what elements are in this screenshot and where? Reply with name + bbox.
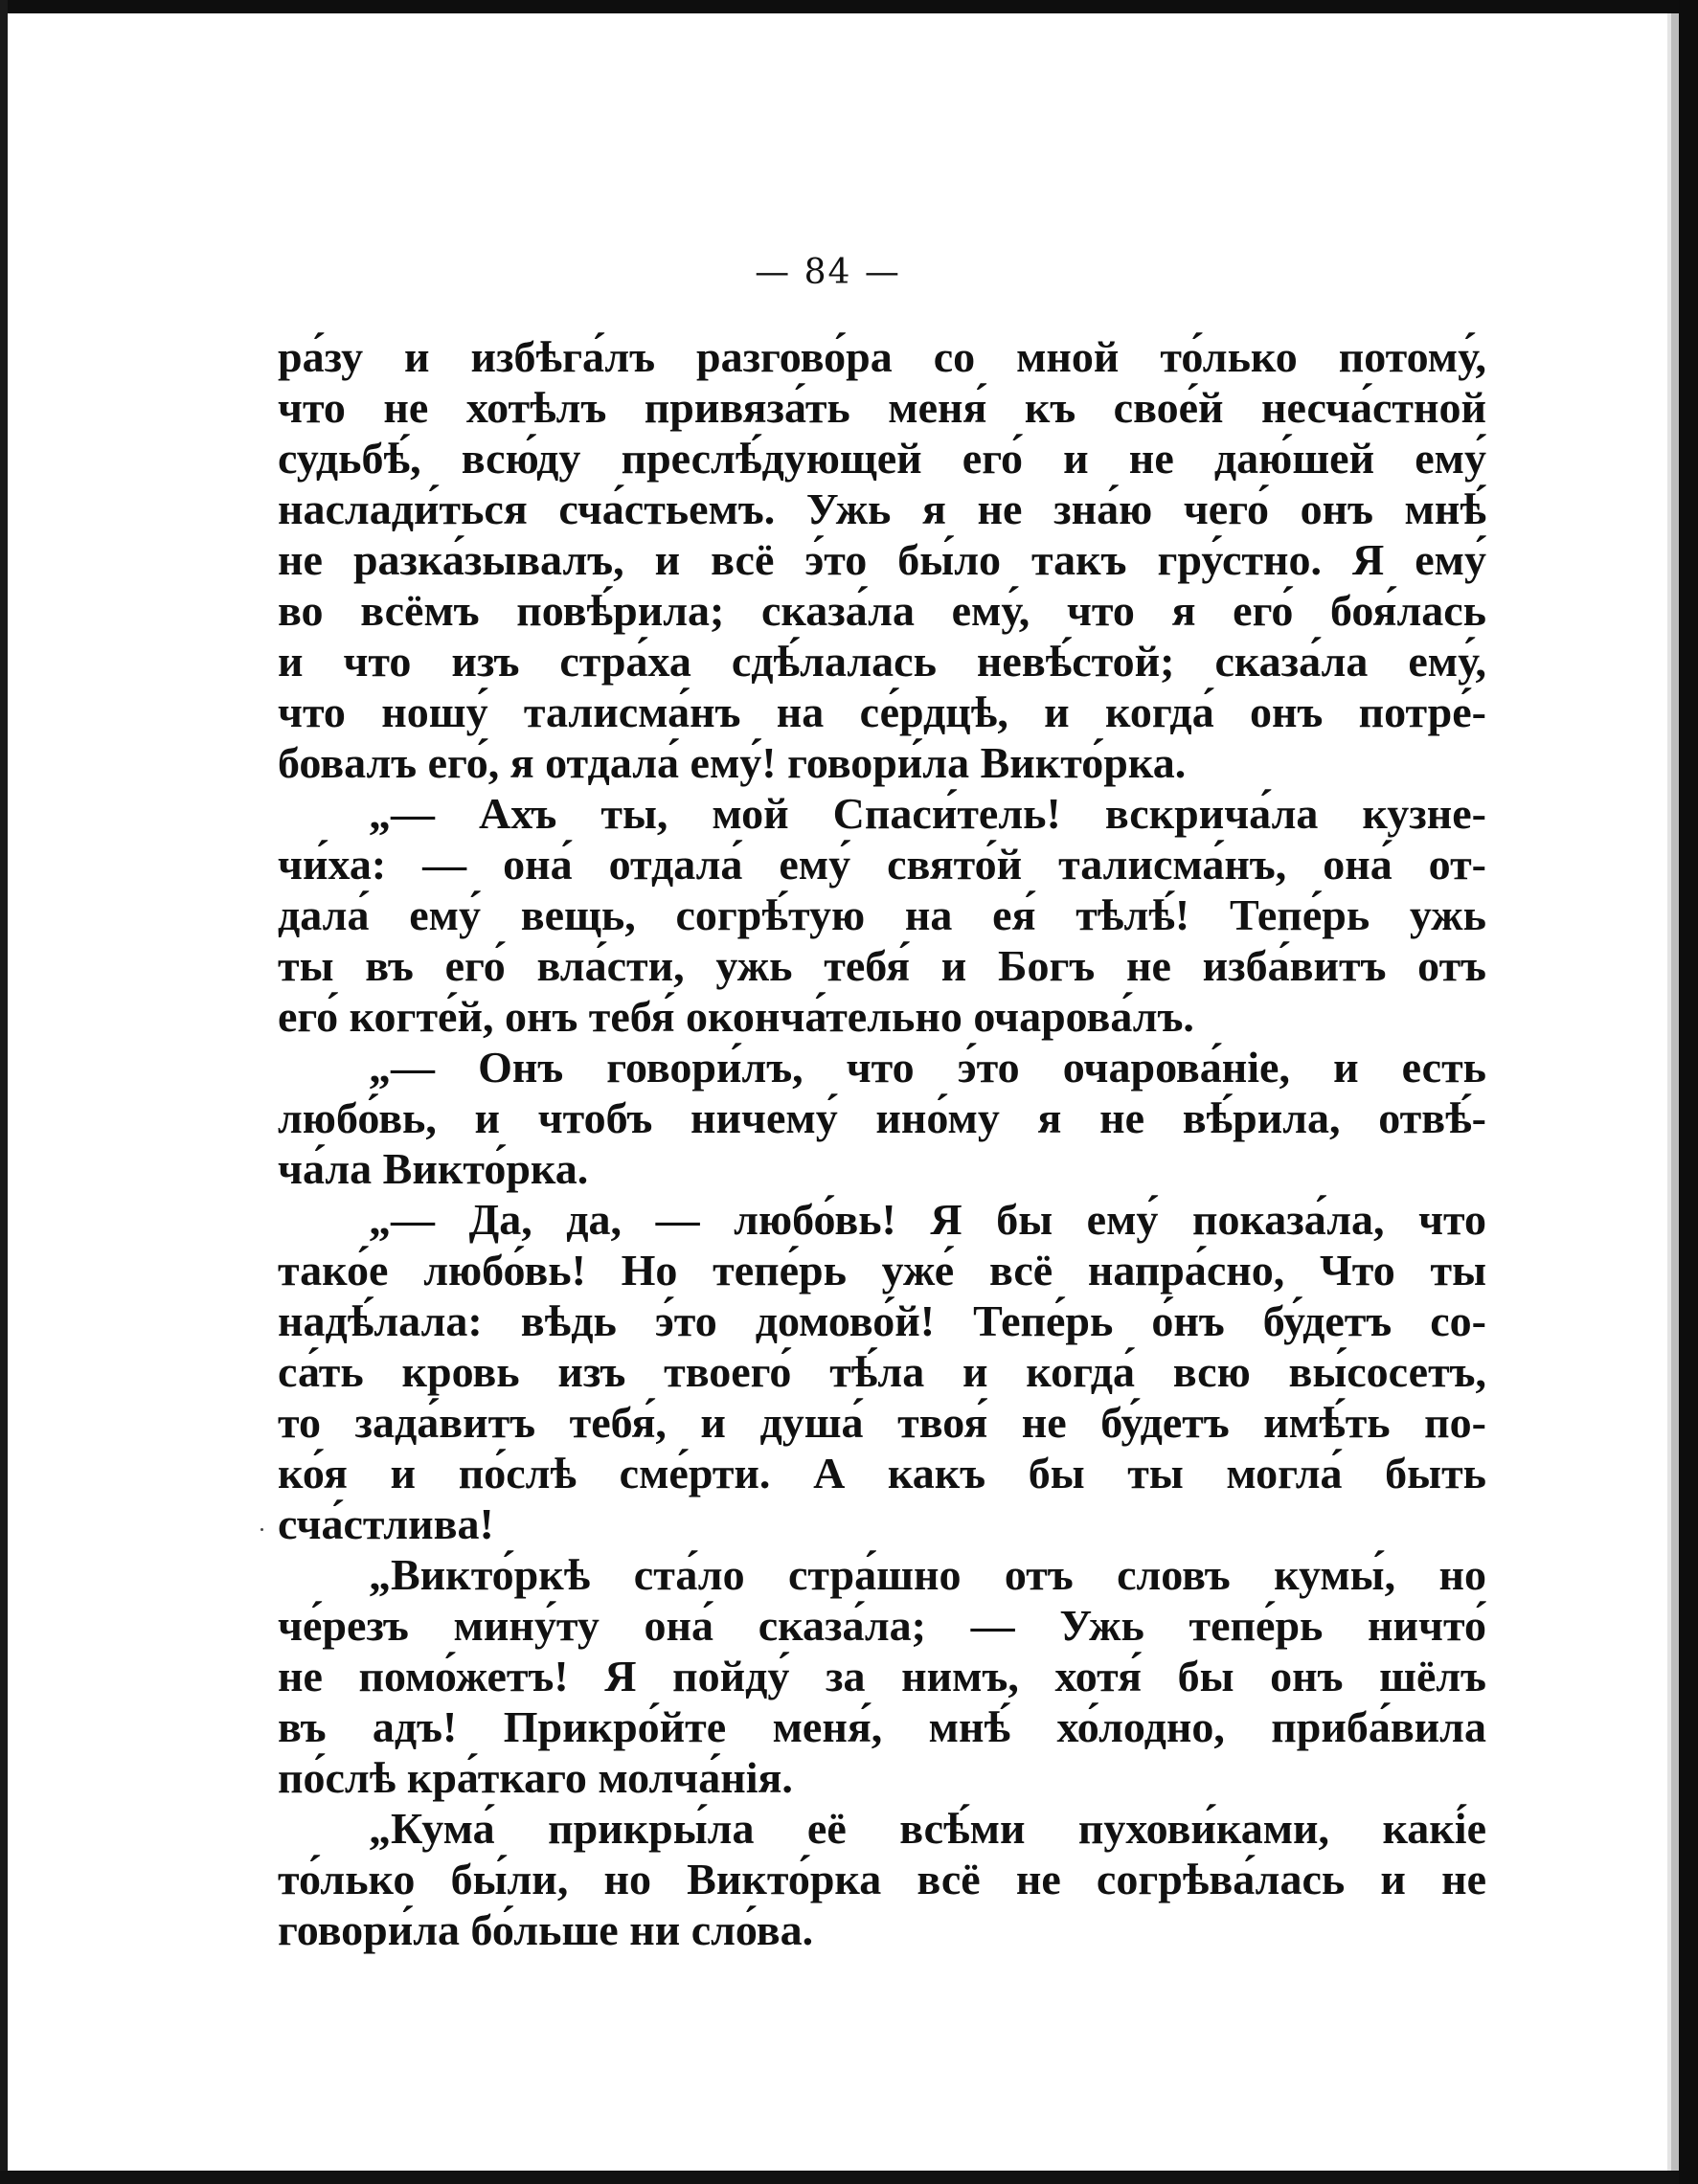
text-line: не разка́зывалъ, и всё э́то бы́ло такъ гру́стно. Я ему́ <box>278 535 1486 584</box>
text-line: „— Онъ говори́лъ, что э́то очарова́ніе, и есть <box>369 1043 1486 1092</box>
text-line: то зада́витъ тебя́, и душа́ твоя́ не бу́детъ имѣ́ть по- <box>278 1398 1486 1447</box>
text-line: ко́я и по́слѣ сме́рти. А какъ бы ты могла́ быть <box>278 1449 1486 1497</box>
scan-edge-gray <box>1671 13 1679 2171</box>
text-line: ты въ его́ вла́сти, ужь тебя́ и Богъ не изба́витъ отъ <box>278 941 1486 990</box>
text-line: въ адъ! Прикро́йте меня́, мнѣ́ хо́лодно, приба́вила <box>278 1702 1486 1751</box>
text-line: тако́е любо́вь! Но тепе́рь уже́ всё напра́сно, Что ты <box>278 1246 1486 1295</box>
text-line: по́слѣ кра́ткаго молча́нія. <box>278 1753 793 1802</box>
text-line: его́ когте́й, онъ тебя́ оконча́тельно очарова́лъ. <box>278 992 1194 1041</box>
book-page <box>8 13 1648 2171</box>
text-line: бовалъ его́, я отдала́ ему́! говори́ла Викто́рка. <box>278 738 1187 787</box>
text-line: любо́вь, и чтобъ ничему́ ино́му я не вѣ́рила, отвѣ́- <box>278 1093 1486 1142</box>
body-text <box>278 331 1486 1955</box>
text-line: „Викто́ркѣ ста́ло стра́шно отъ словъ кумы́, но <box>369 1550 1486 1599</box>
text-line: во всёмъ повѣ́рила; сказа́ла ему́, что я его́ боя́лась <box>278 586 1486 635</box>
text-line: наслади́ться сча́стьемъ. Ужь я не зна́ю чего́ онъ мнѣ́ <box>278 484 1486 533</box>
text-line: „Кума́ прикры́ла её всѣ́ми пухови́ками, какі́е <box>369 1804 1486 1853</box>
scan-border-top <box>0 0 1698 13</box>
scan-speck <box>260 1528 263 1531</box>
text-line: „— Да, да, — любо́вь! Я бы ему́ показа́ла, что <box>369 1195 1486 1244</box>
text-line: говори́ла бо́льше ни сло́ва. <box>278 1905 814 1954</box>
text-line: сча́стлива! <box>278 1499 494 1548</box>
text-line: судьбѣ́, всю́ду преслѣ́дующей его́ и не даю́шей ему́ <box>278 434 1486 483</box>
text-line: чи́ха: — она́ отдала́ ему́ свято́й талисма́нъ, она́ от- <box>278 840 1486 889</box>
text-line: и что изъ стра́ха сдѣ́лалась невѣ́стой; сказа́ла ему́, <box>278 637 1486 686</box>
text-line: что не хотѣлъ привяза́ть меня́ къ свое́й несча́стной <box>278 383 1486 432</box>
text-line: то́лько бы́ли, но Викто́рка всё не согрѣва́лась и не <box>278 1855 1486 1903</box>
text-line: „— Ахъ ты, мой Спаси́тель! вскрича́ла кузне- <box>369 789 1486 838</box>
text-line: ча́ла Викто́рка. <box>278 1144 589 1193</box>
text-line: дала́ ему́ вещь, согрѣ́тую на ея́ тѣлѣ́! Тепе́рь ужь <box>278 890 1486 939</box>
text-line: надѣ́лала: вѣдь э́то домово́й! Тепе́рь о́нъ бу́детъ со- <box>278 1296 1486 1345</box>
scan-border-right <box>1679 0 1698 2184</box>
text-line: не помо́жетъ! Я пойду́ за нимъ, хотя́ бы онъ шёлъ <box>278 1652 1486 1700</box>
text-line: что ношу́ талисма́нъ на се́рдцѣ, и когда́ онъ потре́- <box>278 687 1486 736</box>
scan-border-left <box>0 0 8 2184</box>
scan-border-bottom <box>0 2171 1698 2184</box>
text-line: са́ть кровь изъ твоего́ тѣ́ла и когда́ всю вы́сосетъ, <box>278 1347 1486 1396</box>
text-line: че́резъ мину́ту она́ сказа́ла; — Ужь тепе́рь ничто́ <box>278 1601 1486 1650</box>
text-line: ра́зу и избѣга́лъ разгово́ра со мной то́лько потому́, <box>278 332 1486 381</box>
page-number: — 84 — <box>755 253 901 292</box>
